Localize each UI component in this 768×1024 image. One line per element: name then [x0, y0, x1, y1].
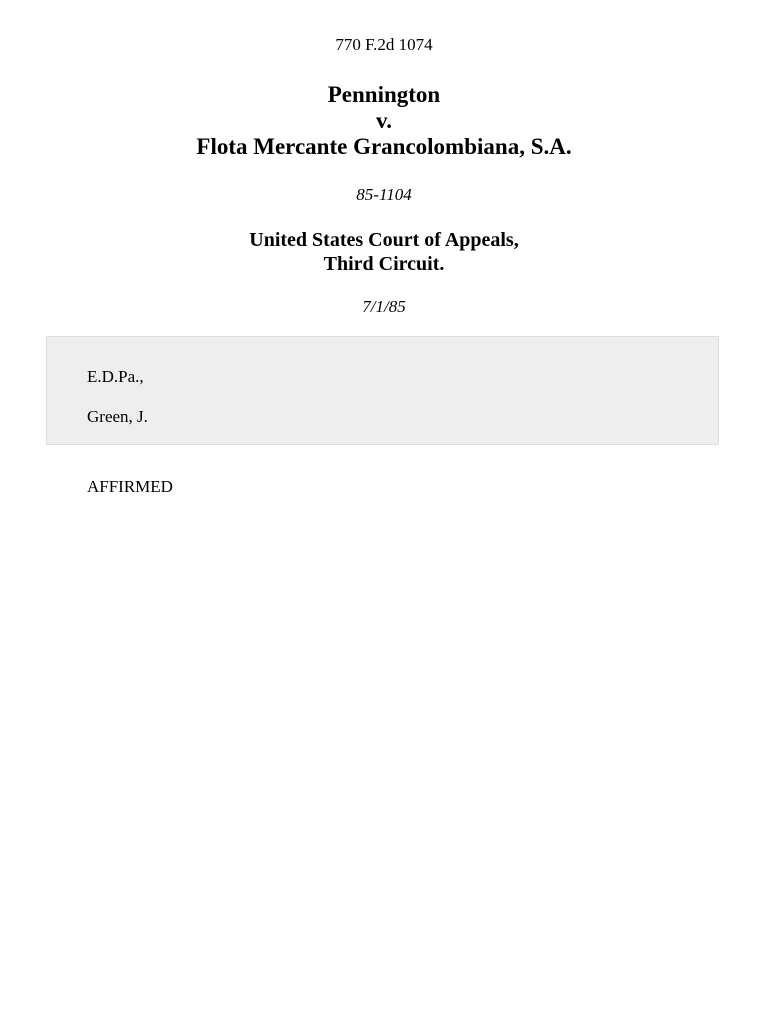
judge-name: Green, J.	[87, 407, 148, 426]
defendant-name: Flota Mercante Grancolombiana, S.A.	[196, 134, 572, 159]
disposition: AFFIRMED	[87, 477, 173, 496]
lower-court: E.D.Pa.,	[87, 367, 144, 386]
plaintiff-name: Pennington	[327, 82, 441, 107]
docket-number: 85-1104	[356, 185, 412, 204]
court-name	[0, 228, 768, 276]
citation: 770 F.2d 1074	[335, 35, 433, 54]
case-info-box	[46, 336, 719, 445]
case-title	[0, 82, 768, 160]
versus-label: v.	[376, 108, 392, 133]
decision-date: 7/1/85	[362, 297, 406, 316]
court-name-line2: Third Circuit.	[323, 253, 445, 275]
court-name-line1: United States Court of Appeals,	[249, 229, 519, 251]
